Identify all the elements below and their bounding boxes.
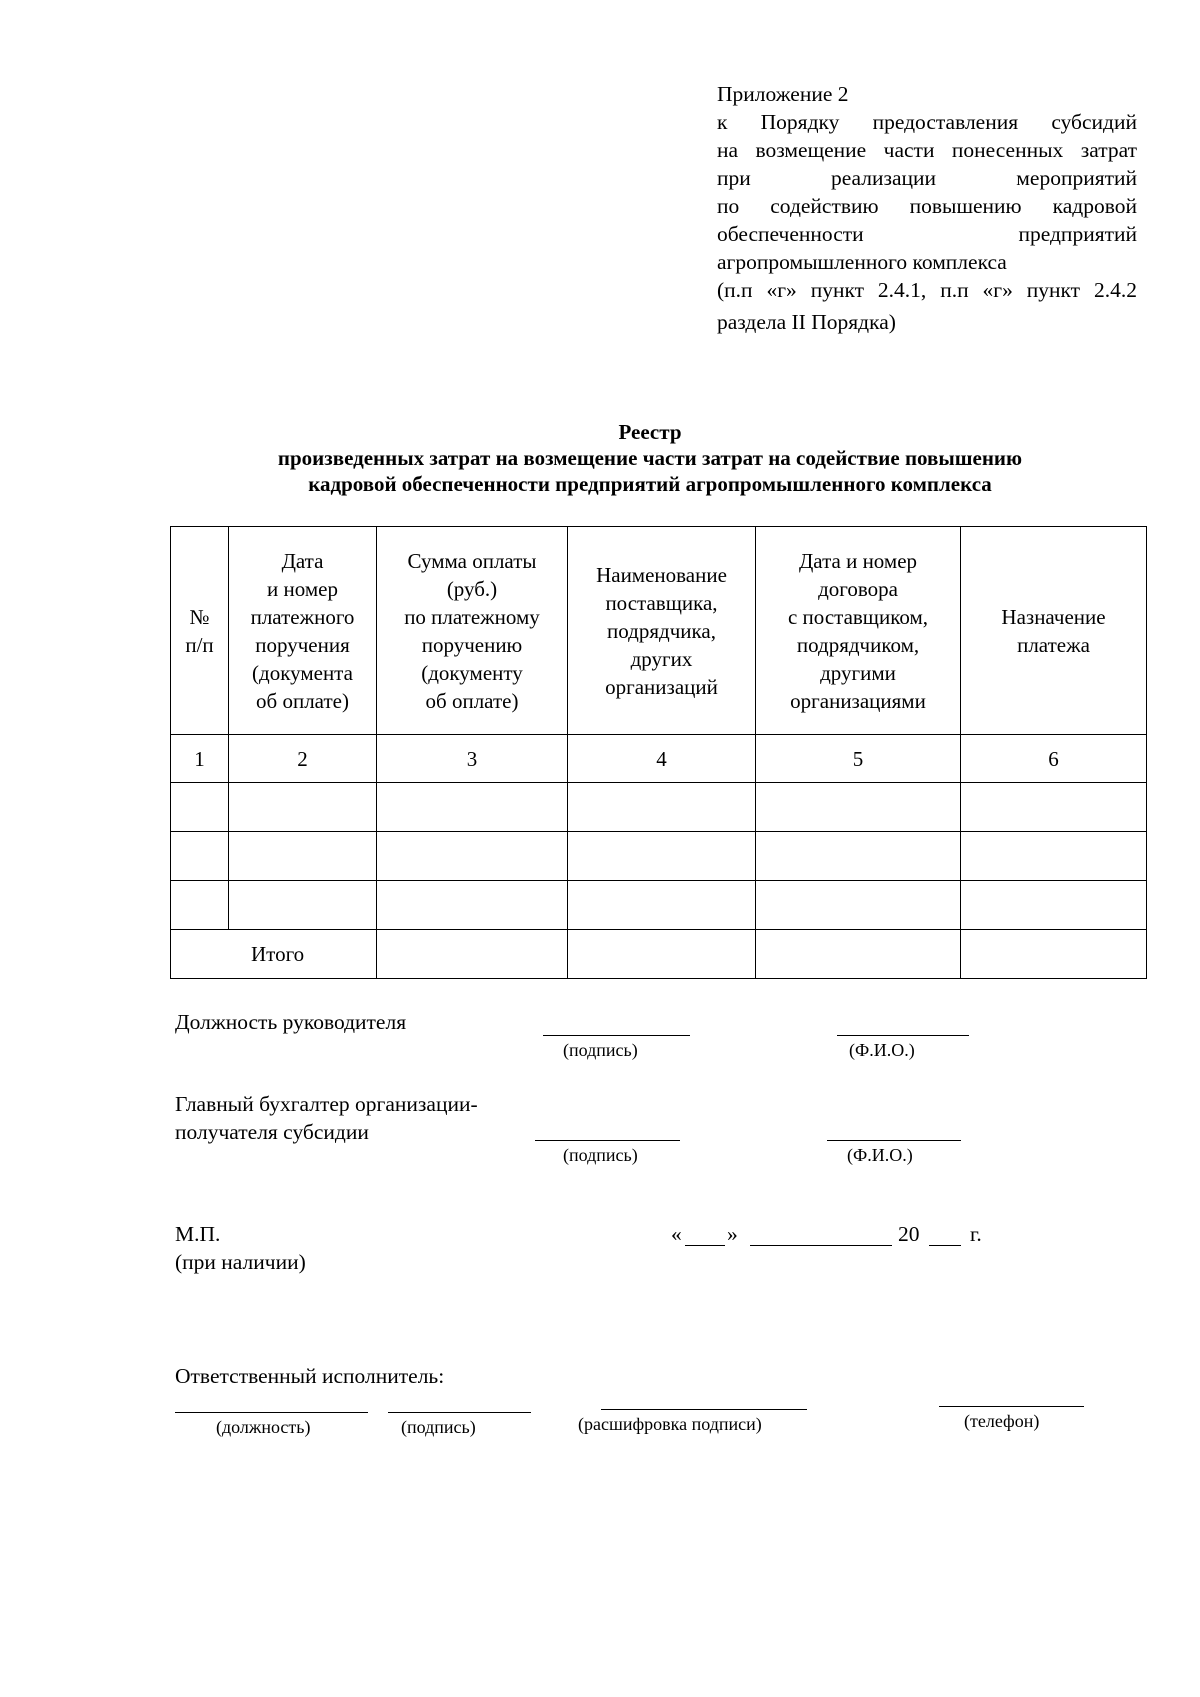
- appendix-line: по содействию повышению кадровой: [717, 194, 1137, 218]
- appendix-line: раздела II Порядка): [717, 310, 896, 334]
- total-label: Итого: [171, 930, 377, 979]
- table-cell: [171, 832, 229, 881]
- document-title: [160, 419, 1140, 497]
- stamp-label: [175, 1220, 306, 1276]
- column-number: 6: [961, 735, 1147, 783]
- column-number: 1: [171, 735, 229, 783]
- executor-decoding-caption: (расшифровка подписи): [578, 1414, 762, 1434]
- date-suffix: г.: [970, 1222, 982, 1246]
- title-line: произведенных затрат на возмещение части затрат на содействие повышению: [277, 446, 1023, 470]
- date-day-line: [685, 1245, 725, 1246]
- chief-accountant-line: получателя субсидии: [175, 1120, 369, 1144]
- appendix-line: обеспеченности предприятий: [717, 222, 1137, 246]
- executor-position-caption: (должность): [216, 1417, 311, 1437]
- column-number: 3: [377, 735, 568, 783]
- table-cell: [756, 783, 961, 832]
- appendix-line: агропромышленного комплекса: [717, 250, 1007, 274]
- chief-accountant-line: Главный бухгалтер организации-: [175, 1092, 478, 1116]
- head-name-caption: (Ф.И.О.): [849, 1040, 915, 1060]
- date-open-quote: «: [671, 1222, 682, 1246]
- executor-phone-caption: (телефон): [964, 1411, 1040, 1431]
- executor-decoding-line: [601, 1409, 807, 1410]
- column-header: Сумма оплаты (руб.) по платежному поручению (документу об оплате): [377, 527, 568, 735]
- table-cell: [961, 881, 1147, 930]
- table-cell: [377, 832, 568, 881]
- appendix-block: [717, 80, 1137, 336]
- appendix-line: на возмещение части понесенных затрат: [717, 138, 1137, 162]
- table-cell: [171, 881, 229, 930]
- column-number: 5: [756, 735, 961, 783]
- table-cell: [961, 783, 1147, 832]
- table-cell: [229, 881, 377, 930]
- table-cell: [568, 881, 756, 930]
- column-header: Назначение платежа: [961, 527, 1147, 735]
- date-month-line: [750, 1245, 892, 1246]
- accountant-signature-caption: (подпись): [563, 1145, 638, 1165]
- column-number-row: [171, 735, 1147, 783]
- date-year-prefix: 20: [898, 1222, 920, 1246]
- executor-label: Ответственный исполнитель:: [175, 1364, 445, 1388]
- date-field: [671, 1220, 991, 1252]
- register-table: [170, 526, 1147, 979]
- appendix-line: (п.п «г» пункт 2.4.1, п.п «г» пункт 2.4.2: [717, 278, 1137, 302]
- chief-accountant-label: [175, 1090, 478, 1146]
- stamp-line: (при наличии): [175, 1250, 306, 1274]
- title-line: кадровой обеспеченности предприятий агропромышленного комплекса: [308, 472, 992, 496]
- column-header: Дата и номер платежного поручения (документа об оплате): [229, 527, 377, 735]
- table-cell: [568, 783, 756, 832]
- title-line: Реестр: [618, 420, 682, 444]
- table-cell: [756, 832, 961, 881]
- column-number: 2: [229, 735, 377, 783]
- table-row: [171, 783, 1147, 832]
- table-cell: [377, 783, 568, 832]
- accountant-signature-line: [535, 1140, 680, 1141]
- table-cell: [229, 832, 377, 881]
- accountant-name-line: [827, 1140, 961, 1141]
- table-cell: [171, 783, 229, 832]
- total-row: [171, 930, 1147, 979]
- column-number: 4: [568, 735, 756, 783]
- table-cell: [229, 783, 377, 832]
- executor-phone-line: [939, 1406, 1084, 1407]
- date-year-line: [929, 1245, 961, 1246]
- table-header-row: [171, 527, 1147, 735]
- appendix-line: Приложение 2: [717, 82, 849, 106]
- column-header: Дата и номер договора с поставщиком, подрядчиком, другими организациями: [756, 527, 961, 735]
- table-cell: [568, 832, 756, 881]
- head-position-label: Должность руководителя: [175, 1010, 407, 1034]
- stamp-line: М.П.: [175, 1222, 221, 1246]
- table-cell: [377, 881, 568, 930]
- executor-position-line: [175, 1412, 368, 1413]
- column-header: Наименование поставщика, подрядчика, других организаций: [568, 527, 756, 735]
- executor-signature-caption: (подпись): [401, 1417, 476, 1437]
- appendix-line: к Порядку предоставления субсидий: [717, 110, 1137, 134]
- head-name-line: [837, 1035, 969, 1036]
- table-row: [171, 881, 1147, 930]
- executor-signature-line: [388, 1412, 531, 1413]
- column-header: № п/п: [171, 527, 229, 735]
- table-cell: [961, 832, 1147, 881]
- appendix-line: при реализации мероприятий: [717, 166, 1137, 190]
- date-close-quote: »: [727, 1222, 738, 1246]
- table-cell: [961, 930, 1147, 979]
- head-signature-line: [543, 1035, 690, 1036]
- head-signature-caption: (подпись): [563, 1040, 638, 1060]
- table-cell: [568, 930, 756, 979]
- table-cell: [377, 930, 568, 979]
- table-cell: [756, 930, 961, 979]
- table-row: [171, 832, 1147, 881]
- table-cell: [756, 881, 961, 930]
- accountant-name-caption: (Ф.И.О.): [847, 1145, 913, 1165]
